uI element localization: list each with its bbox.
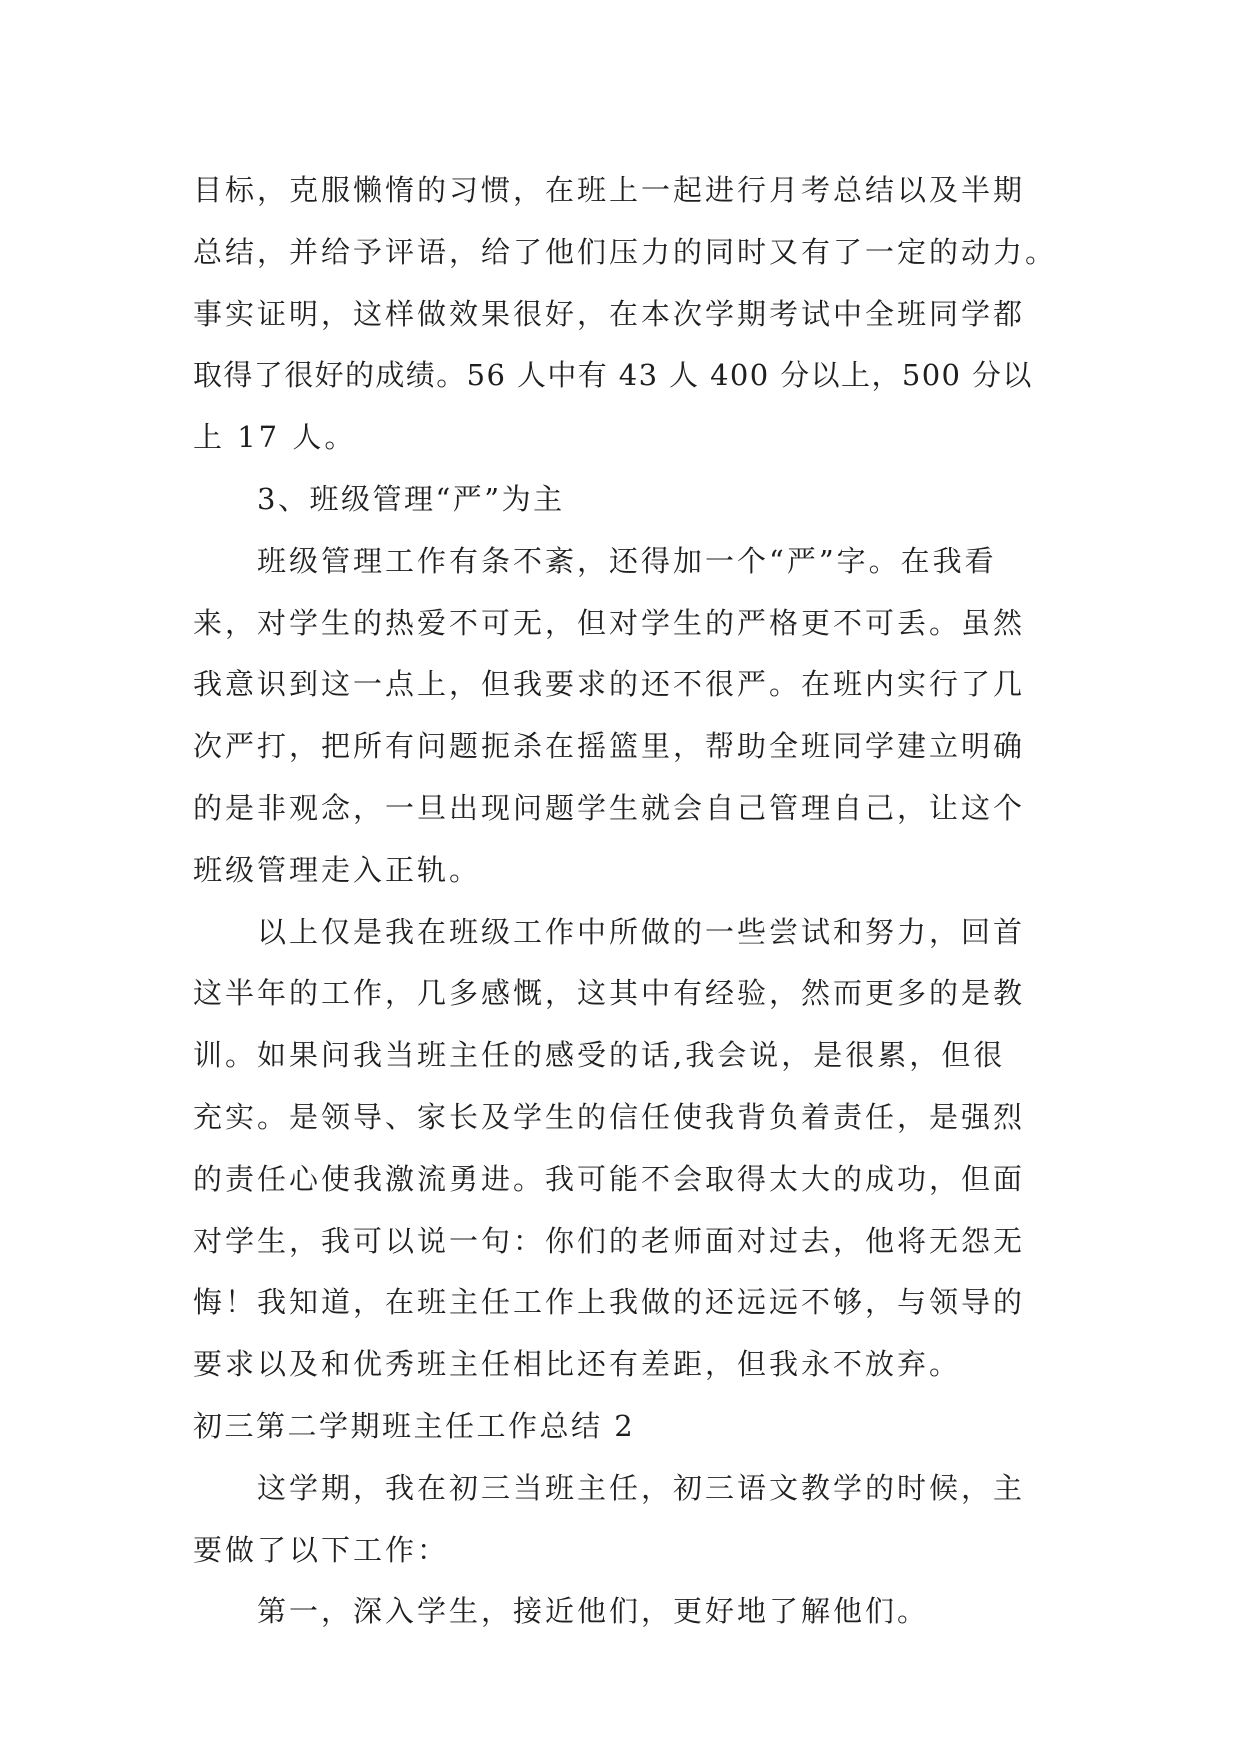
- text-line: 要做了以下工作：: [193, 1532, 450, 1567]
- document-body: [193, 160, 1058, 1643]
- text-line: 这学期，我在初三当班主任，初三语文教学的时候，主: [257, 1470, 1026, 1505]
- text-line: 班级管理走入正轨。: [193, 852, 482, 887]
- text-line: 总结，并给予评语，给了他们压力的同时又有了一定的动力。: [193, 234, 1058, 269]
- article-title: 初三第二学期班主任工作总结 2: [193, 1408, 636, 1443]
- text-line: 次严打，把所有问题扼杀在摇篮里，帮助全班同学建立明确: [193, 729, 1026, 764]
- text-line: 这半年的工作，几多感慨，这其中有经验，然而更多的是教: [193, 976, 1026, 1011]
- text-line: 悔！我知道，在班主任工作上我做的还远远不够，与领导的: [193, 1285, 1026, 1320]
- text-line: 班级管理工作有条不紊，还得加一个“严”字。在我看: [257, 543, 997, 578]
- section-heading: 3、班级管理“严”为主: [257, 481, 565, 516]
- text-line: 上 17 人。: [193, 420, 357, 455]
- text-line: 我意识到这一点上，但我要求的还不很严。在班内实行了几: [193, 667, 1026, 702]
- text-line: 来，对学生的热爱不可无，但对学生的严格更不可丢。虽然: [193, 605, 1026, 640]
- text-line: 目标，克服懒惰的习惯，在班上一起进行月考总结以及半期: [193, 173, 1026, 207]
- text-line: 训。如果问我当班主任的感受的话,我会说，是很累，但很: [193, 1038, 1006, 1073]
- text-line: 取得了很好的成绩。56 人中有 43 人 400 分以上，500 分以: [193, 358, 1033, 393]
- text-line: 的责任心使我激流勇进。我可能不会取得太大的成功，但面: [193, 1161, 1026, 1196]
- text-line: 要求以及和优秀班主任相比还有差距，但我永不放弃。: [193, 1347, 962, 1382]
- text-line: 充实。是领导、家长及学生的信任使我背负着责任，是强烈: [193, 1099, 1026, 1134]
- text-line: 事实证明，这样做效果很好，在本次学期考试中全班同学都: [193, 296, 1026, 331]
- text-line: 第一，深入学生，接近他们，更好地了解他们。: [257, 1594, 930, 1629]
- text-line: 的是非观念，一旦出现问题学生就会自己管理自己，让这个: [193, 790, 1026, 825]
- text-line: 对学生，我可以说一句：你们的老师面对过去，他将无怨无: [193, 1223, 1026, 1258]
- text-line: 以上仅是我在班级工作中所做的一些尝试和努力，回首: [257, 914, 1026, 949]
